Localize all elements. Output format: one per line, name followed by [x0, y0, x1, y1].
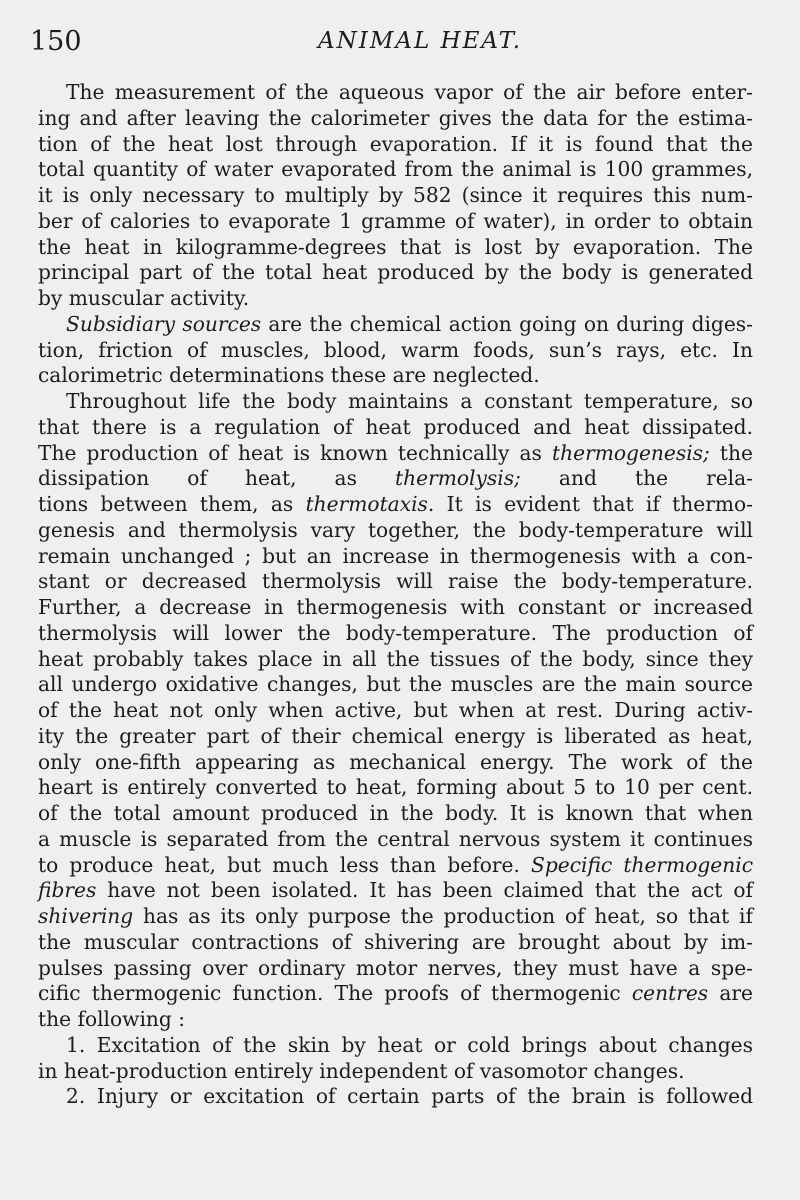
text-segment: ber of calories to evaporate 1 gramme of water), in order to obtain — [38, 208, 753, 233]
text-segment: are the chemical action going on during diges- — [261, 311, 753, 336]
text-segment: tion, friction of muscles, blood, warm foods, sun’s rays, etc. In — [38, 337, 753, 362]
text-segment: It is evident that if thermo- — [434, 492, 753, 516]
text-segment: have not been isolated. It has been claimed that the act of — [96, 878, 753, 903]
text-segment: calorimetric determinations these are neglected. — [38, 363, 540, 388]
text-segment: in heat-production entirely independent of vasomotor changes. — [38, 1058, 685, 1083]
text-segment: all undergo oxidative changes, but the muscles are the main source — [38, 672, 753, 697]
text-line — [38, 595, 753, 621]
text-line — [38, 1033, 753, 1059]
text-segment: the heat in kilogramme-degrees that is lost by evaporation. The — [38, 234, 753, 259]
text-segment: a muscle is separated from the central nervous system it continues — [38, 826, 753, 851]
text-line — [38, 647, 753, 673]
text-segment: 2. Injury or excitation of certain parts of the brain is followed — [66, 1084, 753, 1109]
text-segment: to produce heat, but much less than before. — [38, 852, 531, 877]
text-segment: has as its only purpose the production of heat, so that if — [133, 904, 753, 928]
text-segment: that there is a regulation of heat produced and heat dissipated. — [38, 414, 753, 439]
page-header — [30, 26, 770, 60]
text-line — [38, 157, 753, 183]
text-segment: Further, a decrease in thermogenesis with constant or increased — [38, 595, 753, 619]
text-segment: Throughout life the body maintains a constant temperature, so — [66, 389, 753, 413]
text-line — [38, 672, 753, 698]
text-line — [38, 853, 753, 879]
text-line — [38, 106, 753, 132]
text-line — [38, 363, 753, 389]
text-segment: principal part of the total heat produced by the body is generated — [38, 260, 753, 285]
text-line — [38, 80, 753, 106]
text-line — [38, 827, 753, 853]
text-line — [38, 518, 753, 544]
text-segment: tions between them, as — [38, 492, 306, 516]
text-line — [38, 132, 753, 158]
text-segment: by muscular activity. — [38, 286, 250, 310]
text-segment: remain unchanged ; but an increase in thermogenesis with a con- — [38, 543, 753, 568]
text-segment: thermolysis will lower the body-temperature. The production of — [38, 620, 753, 645]
text-line — [38, 338, 753, 364]
text-line — [38, 878, 753, 904]
text-line — [38, 260, 753, 286]
text-line — [38, 569, 753, 595]
text-line — [38, 209, 753, 235]
text-line — [38, 981, 753, 1007]
text-segment: genesis and thermolysis vary together, the body-temperature will — [38, 517, 753, 542]
italic-text: fibres — [38, 878, 97, 903]
text-line — [38, 904, 753, 930]
text-segment: 1. Excitation of the skin by heat or cold brings about changes — [66, 1032, 753, 1057]
text-line — [38, 183, 753, 209]
text-line — [38, 312, 753, 338]
running-title: ANIMAL HEAT. — [318, 28, 523, 54]
text-line — [38, 415, 753, 441]
italic-text: thermotaxis. — [305, 492, 435, 516]
text-segment: of the heat not only when active, but when at rest. During activ- — [38, 698, 753, 722]
text-segment: The production of heat is known technically as — [38, 440, 553, 465]
text-line — [38, 930, 753, 956]
text-line — [38, 492, 753, 518]
text-segment: stant or decreased thermolysis will raise the body-temperature. — [38, 569, 753, 594]
text-segment: of the total amount produced in the body. It is known that when — [38, 801, 753, 825]
text-segment: the following : — [38, 1007, 186, 1031]
text-segment: tion of the heat lost through evaporation. If it is found that the — [38, 131, 753, 156]
page-number: 150 — [30, 26, 82, 57]
text-segment: heart is entirely converted to heat, forming about 5 to 10 per cent. — [38, 775, 753, 800]
italic-text: centres — [631, 981, 709, 1006]
text-segment: and the rela- — [520, 466, 753, 491]
italic-text: thermogenesis; — [552, 440, 710, 465]
text-line — [38, 698, 753, 724]
italic-text: Subsidiary sources — [66, 311, 262, 336]
text-line — [38, 389, 753, 415]
text-line — [38, 750, 753, 776]
text-segment: ing and after leaving the calorimeter gives the data for the estima- — [38, 105, 753, 130]
italic-text: shivering — [38, 904, 134, 928]
text-segment: the — [709, 440, 753, 465]
text-segment: pulses passing over ordinary motor nerves, they must have a spe- — [38, 955, 753, 980]
text-segment: The measurement of the aqueous vapor of the air before enter- — [66, 80, 753, 104]
text-line — [38, 1084, 753, 1110]
text-segment: only one-fifth appearing as mechanical energy. The work of the — [38, 749, 753, 774]
italic-text: Specific thermogenic — [531, 852, 754, 877]
text-line — [38, 286, 753, 312]
text-line — [38, 956, 753, 982]
text-segment: total quantity of water evaporated from the animal is 100 grammes, — [38, 157, 753, 182]
text-segment: cific thermogenic function. The proofs of thermogenic — [38, 981, 632, 1006]
text-line — [38, 724, 753, 750]
text-line — [38, 775, 753, 801]
text-segment: it is only necessary to multiply by 582 (since it requires this num- — [38, 183, 753, 207]
text-line — [38, 1007, 753, 1033]
text-line — [38, 1059, 753, 1085]
text-line — [38, 235, 753, 261]
text-segment: are — [708, 981, 753, 1006]
text-segment: heat probably takes place in all the tissues of the body, since they — [38, 646, 753, 671]
italic-text: thermolysis; — [395, 466, 521, 491]
text-line — [38, 544, 753, 570]
text-segment: ity the greater part of their chemical energy is liberated as heat, — [38, 723, 753, 748]
text-line — [38, 466, 753, 492]
text-line — [38, 441, 753, 467]
text-line — [38, 621, 753, 647]
text-segment: dissipation of heat, as — [38, 466, 396, 491]
text-segment: the muscular contractions of shivering are brought about by im- — [38, 929, 753, 954]
body-text — [38, 80, 753, 1110]
text-line — [38, 801, 753, 827]
